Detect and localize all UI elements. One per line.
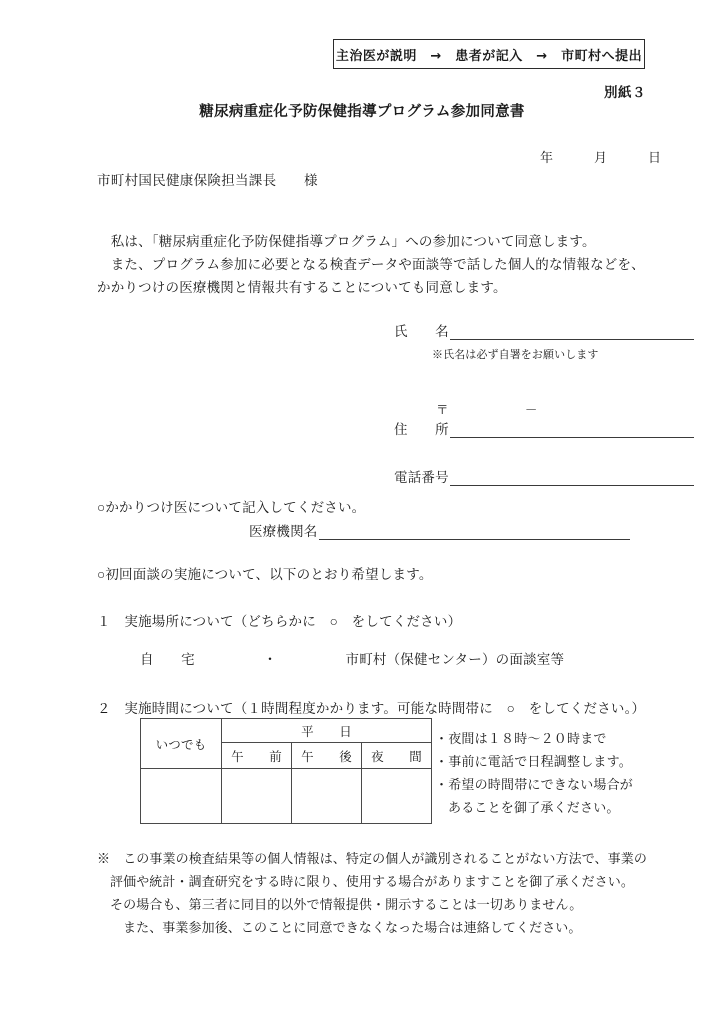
list-item: ・希望の時間帯にできない場合が	[435, 777, 634, 792]
header-cell-evening: 夜 間	[362, 743, 432, 769]
address-field-group	[394, 400, 694, 438]
answer-cell-evening[interactable]	[362, 769, 432, 824]
clinic-section-heading: ○かかりつけ医について記入してください。	[97, 500, 366, 515]
consent-body-line-1: 私は、「糖尿病重症化予防保健指導プログラム」への参加について同意します。	[97, 234, 596, 249]
list-item: あることを御了承ください。	[448, 800, 620, 815]
clinic-name-input-rule[interactable]	[319, 524, 631, 540]
address-field-label: 住 所	[394, 422, 449, 437]
question-1-heading: １ 実施場所について（どちらかに ○ をしてください）	[97, 614, 462, 629]
header-cell-morning: 午 前	[222, 743, 292, 769]
page-title: 糖尿病重症化予防保健指導プログラム参加同意書	[199, 104, 525, 120]
answer-cell-afternoon[interactable]	[292, 769, 362, 824]
name-input-rule[interactable]	[450, 324, 694, 340]
postal-code-row[interactable]: 〒 －	[436, 403, 538, 417]
attachment-label: 別紙３	[604, 85, 646, 101]
question-1-choices[interactable]: 自 宅 ・ 市町村（保健センター）の面談室等	[140, 652, 565, 667]
consent-body-paragraph	[97, 230, 657, 299]
footnote-line-3: その場合も、第三者に同目的以外で情報提供・開示することは一切ありません。	[110, 897, 583, 912]
privacy-footnote	[97, 847, 667, 939]
date-line: 年 月 日	[540, 150, 662, 165]
address-field-row	[394, 418, 694, 438]
clinic-name-field-row	[249, 520, 630, 540]
address-input-rule[interactable]	[450, 422, 694, 438]
list-item: ・事前に電話で日程調整します。	[435, 754, 632, 769]
footnote-line-2: 評価や統計・調査研究をする時に限り、使用する場合がありますことを御了承ください。	[110, 874, 635, 889]
schedule-table	[140, 718, 432, 824]
answer-cell-anytime[interactable]	[141, 769, 222, 824]
telephone-field-group	[394, 466, 694, 486]
footnote-line-4: また、事業参加後、このことに同意できなくなった場合は連絡してください。	[123, 920, 582, 935]
addressee-line: 市町村国民健康保険担当課長 様	[97, 173, 318, 188]
header-cell-weekday: 平 日	[222, 719, 432, 743]
telephone-input-rule[interactable]	[450, 470, 694, 486]
header-cell-afternoon: 午 後	[292, 743, 362, 769]
consent-body-line-2: また、プログラム参加に必要となる検査データや面談等で話した個人的な情報などを、	[97, 257, 645, 272]
table-row	[141, 769, 432, 824]
signature-field-block	[394, 320, 694, 486]
schedule-notes-list	[435, 727, 633, 819]
header-cell-anytime: いつでも	[141, 719, 222, 769]
telephone-field-row	[394, 466, 694, 486]
table-row	[141, 719, 432, 743]
list-item: ・夜間は１８時～２０時まで	[435, 731, 607, 746]
interview-section-heading: ○初回面談の実施について、以下のとおり希望します。	[97, 567, 433, 582]
consent-body-line-3: かかりつけの医療機関と情報共有することについても同意します。	[97, 280, 507, 295]
answer-cell-morning[interactable]	[222, 769, 292, 824]
name-field-row	[394, 320, 694, 340]
clinic-name-label: 医療機関名	[249, 524, 318, 539]
footnote-line-1: ※ この事業の検査結果等の個人情報は、特定の個人が識別されることがない方法で、事業の	[97, 851, 647, 866]
name-field-label: 氏 名	[394, 324, 449, 339]
question-2-heading: ２ 実施時間について（１時間程度かかります。可能な時間帯に ○ をしてください。）	[97, 701, 646, 716]
name-signature-note: ※氏名は必ず自署をお願いします	[432, 349, 599, 361]
telephone-field-label: 電話番号	[394, 470, 449, 485]
process-flow-box: 主治医が説明 → 患者が記入 → 市町村へ提出	[333, 39, 645, 69]
